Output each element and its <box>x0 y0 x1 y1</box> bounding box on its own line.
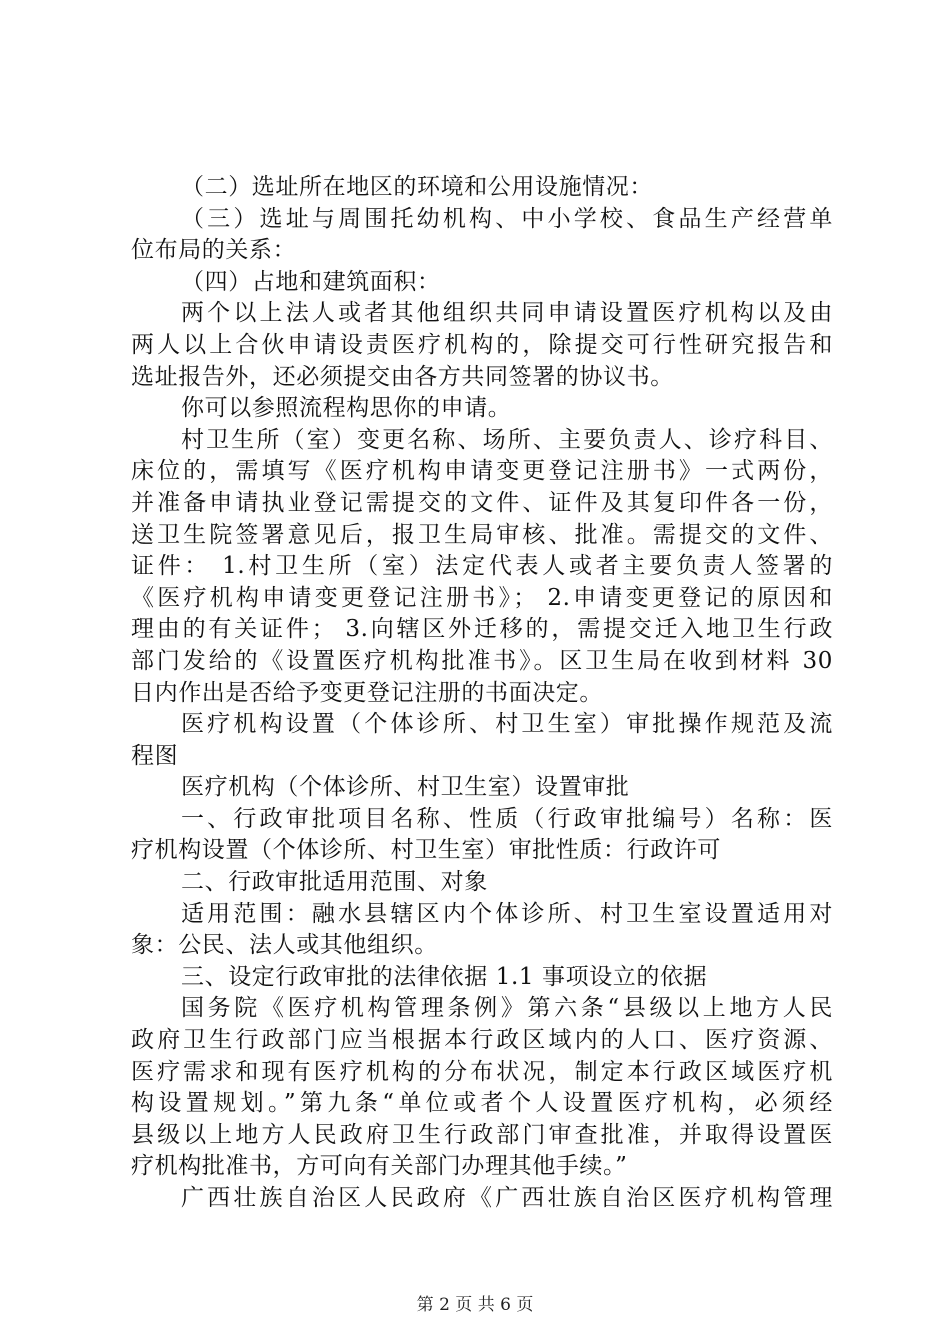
text-line: 医疗需求和现有医疗机构的分布状况，制定本行政区域医疗机 <box>131 1058 833 1085</box>
text-line: 两人以上合伙申请设责医疗机构的，除提交可行性研究报告和 <box>131 331 833 358</box>
text-line: （二）选址所在地区的环境和公用设施情况： <box>181 174 653 200</box>
text-line: 程图 <box>131 742 179 769</box>
text-line: 你可以参照流程构思你的申请。 <box>181 395 512 422</box>
text-line: 并准备申请执业登记需提交的文件、证件及其复印件各一份， <box>131 489 833 516</box>
text-line: 构设置规划。”第九条“单位或者个人设置医疗机构，必须经 <box>131 1090 833 1117</box>
text-line: 国务院《医疗机构管理条例》第六条“县级以上地方人民 <box>181 995 833 1022</box>
text-line: （四）占地和建筑面积： <box>181 268 441 295</box>
text-line: 理由的有关证件； 3.向辖区外迁移的，需提交迁入地卫生行政 <box>131 616 833 643</box>
text-line: （三）选址与周围托幼机构、中小学校、食品生产经营单 <box>181 205 833 232</box>
text-line: 医疗机构设置（个体诊所、村卫生室）审批操作规范及流 <box>181 711 833 738</box>
text-line: 送卫生院签署意见后，报卫生局审核、批准。需提交的文件、 <box>131 521 833 548</box>
text-line: 县级以上地方人民政府卫生行政部门审查批准，并取得设置医 <box>131 1121 833 1148</box>
text-line: 适用范围：融水县辖区内个体诊所、村卫生室设置适用对 <box>181 900 833 927</box>
text-line: 位布局的关系： <box>131 237 297 264</box>
text-line: 一、行政审批项目名称、性质（行政审批编号）名称：医 <box>181 805 833 832</box>
text-line: 村卫生所（室）变更名称、场所、主要负责人、诊疗科目、 <box>181 426 833 453</box>
text-line: 证件： 1.村卫生所（室）法定代表人或者主要负责人签署的 <box>131 553 833 580</box>
text-line: 床位的，需填写《医疗机构申请变更登记注册书》一式两份， <box>131 458 833 485</box>
text-line: 象：公民、法人或其他组织。 <box>131 932 438 959</box>
text-line: 二、行政审批适用范围、对象 <box>181 869 488 896</box>
section-heading: 医疗机构（个体诊所、村卫生室）设置审批 <box>181 774 630 801</box>
document-body <box>131 172 833 1215</box>
text-line: 部门发给的《设置医疗机构批准书》。区卫生局在收到材料 30 <box>131 647 833 674</box>
text-line: 三、设定行政审批的法律依据 1.1 事项设立的依据 <box>181 963 708 990</box>
text-line: 政府卫生行政部门应当根据本行政区域内的人口、医疗资源、 <box>131 1027 833 1054</box>
text-line: 选址报告外，还必须提交由各方共同签署的协议书。 <box>131 363 674 390</box>
page-number-footer: 第 2 页 共 6 页 <box>416 1295 534 1315</box>
text-line: 《医疗机构申请变更登记注册书》； 2.申请变更登记的原因和 <box>131 584 833 611</box>
text-line: 日内作出是否给予变更登记注册的书面决定。 <box>131 679 603 706</box>
text-line: 疗机构设置（个体诊所、村卫生室）审批性质：行政许可 <box>131 837 721 864</box>
text-line: 广西壮族自治区人民政府《广西壮族自治区医疗机构管理 <box>181 1185 833 1211</box>
text-line: 疗机构批准书，方可向有关部门办理其他手续。” <box>131 1153 628 1180</box>
text-line: 两个以上法人或者其他组织共同申请设置医疗机构以及由 <box>181 300 833 327</box>
